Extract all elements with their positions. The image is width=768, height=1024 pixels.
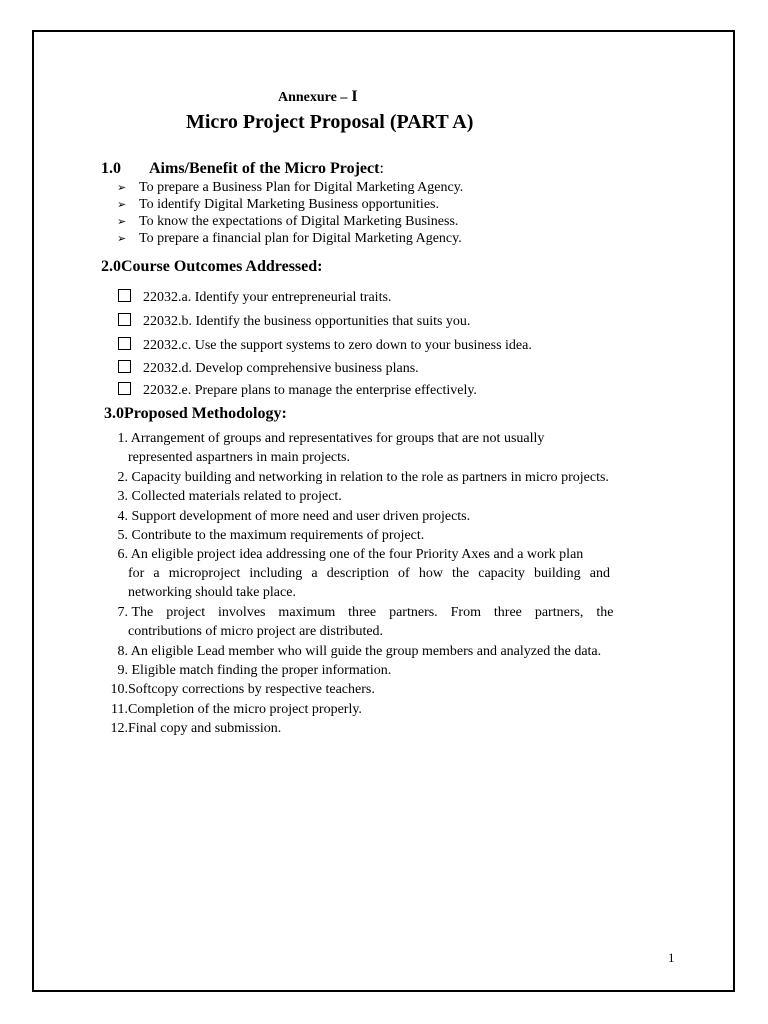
methodology-item: 7. The project involves maximum three partners. From three partners, the — [117, 605, 614, 620]
methodology-item: 11.Completion of the micro project properly. — [111, 702, 362, 717]
methodology-item: 8. An eligible Lead member who will guide the group members and analyzed the data. — [117, 644, 602, 659]
course-outcome-item: 22032.e. Prepare plans to manage the enterprise effectively. — [118, 382, 477, 399]
checkbox-icon — [118, 289, 131, 302]
section-3-heading: 3.0Proposed Methodology: — [104, 405, 287, 422]
aim-item: ➢ To prepare a Business Plan for Digital Marketing Agency. — [117, 180, 464, 195]
methodology-item-continuation: networking should take place. — [128, 585, 296, 600]
page-number: 1 — [668, 950, 675, 965]
section-2-heading: 2.0Course Outcomes Addressed: — [101, 258, 323, 275]
methodology-item: 10.Softcopy corrections by respective teachers. — [110, 682, 375, 697]
checkbox-icon — [118, 360, 131, 373]
methodology-item: 6. An eligible project idea addressing one of the four Priority Axes and a work plan — [117, 547, 584, 562]
methodology-item: 1. Arrangement of groups and representatives for groups that are not usually — [117, 431, 545, 446]
annexure-heading: Annexure – I — [278, 88, 358, 105]
methodology-item: 3. Collected materials related to project. — [117, 489, 342, 504]
arrow-bullet-icon: ➢ — [117, 181, 127, 194]
document-title: Micro Project Proposal (PART A) — [186, 111, 474, 133]
methodology-item: 5. Contribute to the maximum requirements of project. — [117, 528, 425, 543]
aim-item: ➢ To know the expectations of Digital Marketing Business. — [117, 214, 459, 229]
methodology-item: 2. Capacity building and networking in relation to the role as partners in micro projects. — [117, 470, 609, 485]
course-outcome-item: 22032.b. Identify the business opportunities that suits you. — [118, 313, 470, 330]
methodology-item-continuation: represented aspartners in main projects. — [128, 450, 350, 465]
checkbox-icon — [118, 313, 131, 326]
course-outcome-item: 22032.d. Develop comprehensive business plans. — [118, 360, 419, 377]
methodology-item: 12.Final copy and submission. — [110, 721, 282, 736]
methodology-item-continuation: for a microproject including a description of how the capacity building and — [128, 566, 610, 581]
arrow-bullet-icon: ➢ — [117, 232, 127, 245]
checkbox-icon — [118, 337, 131, 350]
section-1-heading: 1.0 Aims/Benefit of the Micro Project: — [101, 160, 384, 177]
methodology-item: 4. Support development of more need and user driven projects. — [117, 509, 471, 524]
course-outcome-item: 22032.a. Identify your entrepreneurial traits. — [118, 289, 391, 306]
arrow-bullet-icon: ➢ — [117, 215, 127, 228]
aim-item: ➢ To identify Digital Marketing Business opportunities. — [117, 197, 439, 212]
aim-item: ➢ To prepare a financial plan for Digital Marketing Agency. — [117, 231, 462, 246]
arrow-bullet-icon: ➢ — [117, 198, 127, 211]
course-outcome-item: 22032.c. Use the support systems to zero down to your business idea. — [118, 337, 532, 354]
methodology-item-continuation: contributions of micro project are distributed. — [128, 624, 384, 639]
checkbox-icon — [118, 382, 131, 395]
methodology-item: 9. Eligible match finding the proper information. — [117, 663, 392, 678]
